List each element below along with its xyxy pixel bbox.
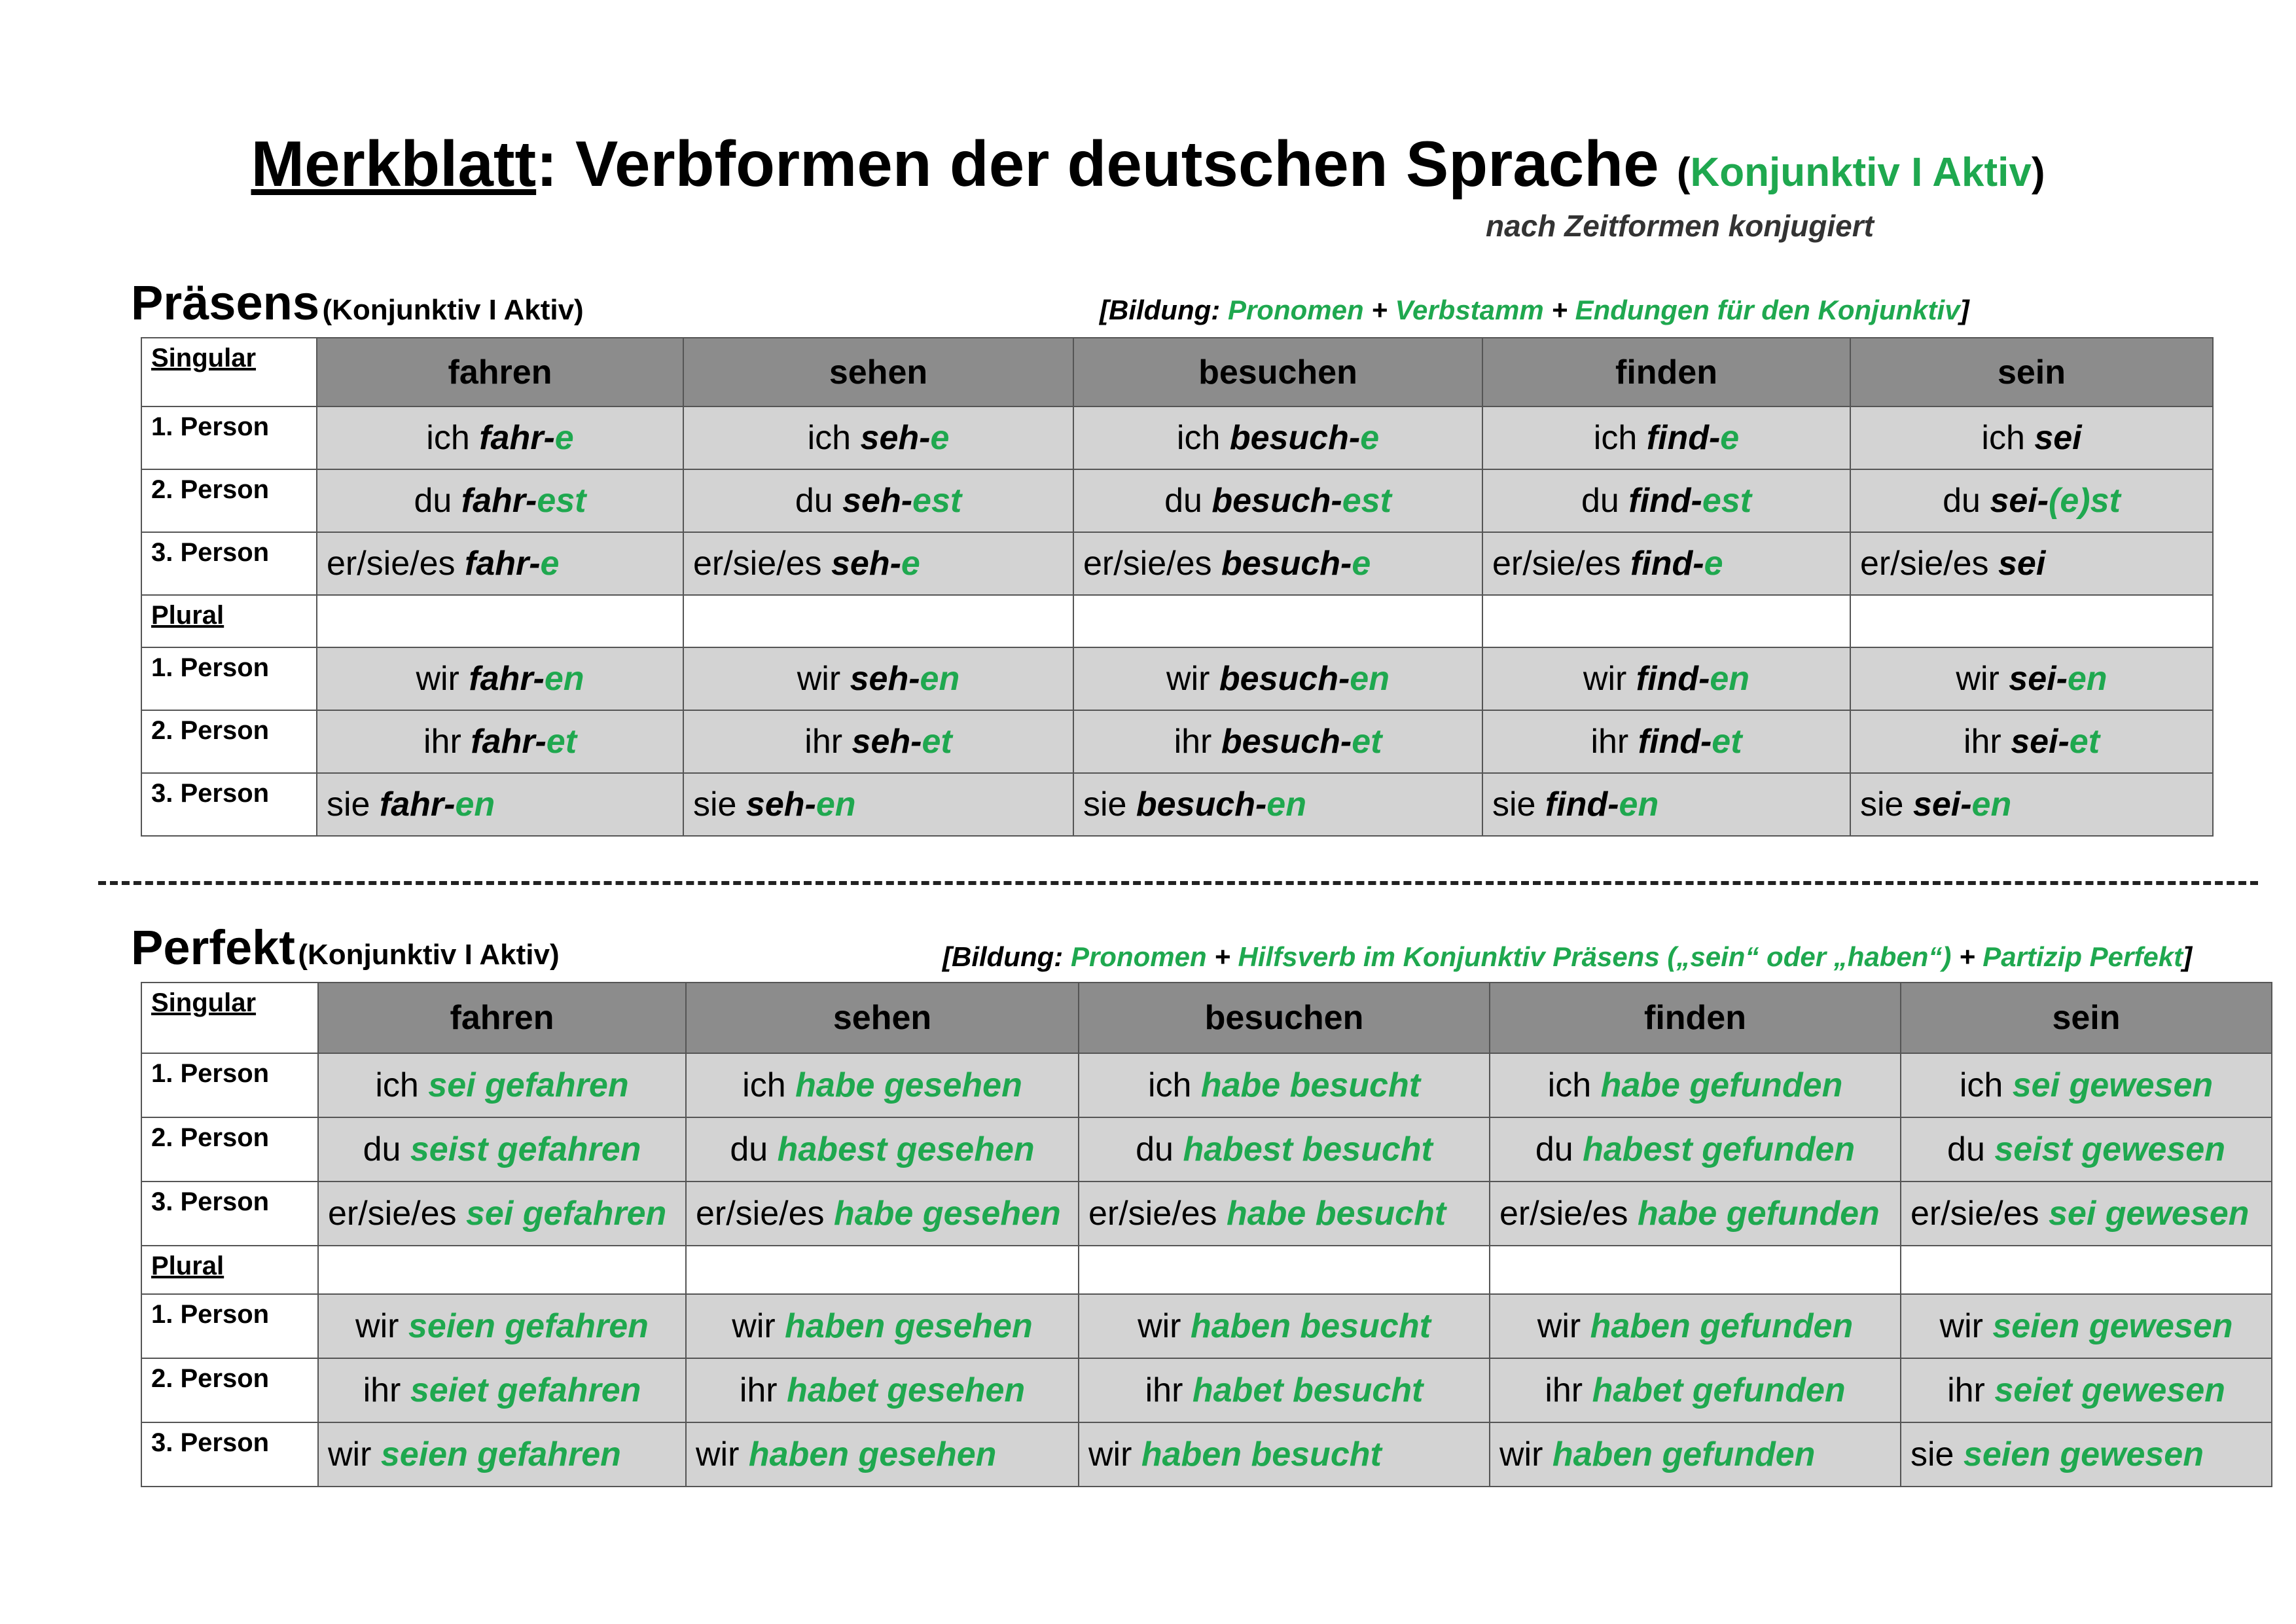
conjugation-cell [317,532,683,595]
pronoun: wir [1499,1435,1552,1473]
verb-stem: fahr- [379,785,456,823]
verb-ending: haben gesehen [748,1435,997,1473]
verb-header: fahren [318,983,686,1053]
pronoun: er/sie/es [1083,545,1221,583]
conjugation-cell [1901,1053,2272,1117]
conjugation-cell [318,1422,686,1487]
conjugation-cell [1482,406,1850,469]
pronoun: ich [1959,1066,2013,1104]
blank-cell [317,595,683,647]
bildung-open: [Bildung: [942,941,1071,972]
pronoun: er/sie/es [1910,1195,2049,1233]
verb-ending: habet gesehen [787,1371,1026,1409]
title-merkblatt: Merkblatt [251,128,537,200]
pronoun: du [363,1130,410,1168]
plural-label: Plural [141,1246,318,1294]
pronoun: er/sie/es [327,545,465,583]
verb-stem: seh- [831,545,901,583]
pronoun: wir [1166,660,1219,698]
verb-stem: seh- [745,785,816,823]
conjugation-table-praesens [141,337,2214,837]
blank-cell [1901,1246,2272,1294]
conjugation-cell [1079,1294,1490,1358]
verb-header: besuchen [1079,983,1490,1053]
bildung-perfekt [942,941,2192,973]
verb-ending: en [544,660,584,698]
verb-header: fahren [317,338,683,406]
conjugation-table-perfekt [141,982,2272,1487]
perfekt-title: Perfekt [131,920,295,975]
verb-ending: sei gewesen [2048,1195,2250,1233]
verb-ending: habet besucht [1192,1371,1424,1409]
bildung-plus: + [1206,941,1238,972]
pronoun: sie [1860,785,1913,823]
verb-stem: besuch- [1219,660,1350,698]
blank-cell [318,1246,686,1294]
conjugation-cell [1079,1358,1490,1422]
conjugation-cell [317,406,683,469]
verb-header: finden [1482,338,1850,406]
conjugation-cell [1490,1053,1901,1117]
conjugation-cell [1482,773,1850,836]
conjugation-cell [1482,469,1850,532]
pronoun: er/sie/es [693,545,831,583]
pronoun: er/sie/es [696,1195,834,1233]
conjugation-cell [686,1053,1079,1117]
verb-ending: e [1704,545,1723,583]
pronoun: wir [1956,660,2009,698]
verb-stem: seh- [852,723,922,761]
pronoun: wir [355,1307,408,1345]
pronoun: ich [375,1066,429,1104]
verb-header: sehen [686,983,1079,1053]
person-label: 2. Person [141,469,317,532]
verb-stem: besuch- [1211,482,1342,520]
verb-ending: seiet gewesen [1994,1371,2225,1409]
table-row [141,1053,2272,1117]
bildung-part-2: Hilfsverb im Konjunktiv Präsens („sein“ oder „haben“) [1238,941,1952,972]
verb-ending: habe besucht [1226,1195,1446,1233]
verb-ending: habe gefunden [1637,1195,1880,1233]
verb-ending: sei gefahren [465,1195,667,1233]
table-row [141,1117,2272,1182]
verb-ending: seien gefahren [380,1435,621,1473]
verb-ending: sei gewesen [2012,1066,2214,1104]
pronoun: ihr [739,1371,787,1409]
verb-ending: habest besucht [1183,1130,1433,1168]
pronoun: ihr [804,723,852,761]
verb-ending: est [1342,482,1391,520]
pronoun: ich [1593,419,1647,457]
pronoun: sie [1910,1435,1964,1473]
conjugation-cell [683,469,1073,532]
verb-ending: e [540,545,560,583]
pronoun: er/sie/es [1860,545,1998,583]
section-heading-perfekt [131,920,560,975]
conjugation-cell [686,1294,1079,1358]
bildung-close: ] [2183,941,2193,972]
verb-stem: sei- [2011,723,2070,761]
verb-ending: et [2069,723,2100,761]
verb-ending: est [912,482,962,520]
conjugation-cell [1079,1117,1490,1182]
title-main: : Verbformen der deutschen Sprache [536,128,1677,200]
table-row [141,532,2213,595]
conjugation-cell [1901,1182,2272,1246]
verb-stem: sei [2034,419,2082,457]
verb-stem: besuch- [1229,419,1361,457]
conjugation-cell [683,406,1073,469]
verb-ending: habe gesehen [833,1195,1061,1233]
verb-stem: sei [1998,545,2046,583]
conjugation-cell [683,710,1073,773]
verb-stem: besuch- [1221,723,1352,761]
table-row [141,1182,2272,1246]
verb-ending: et [1352,723,1382,761]
header-row [141,983,2272,1053]
pronoun: wir [797,660,850,698]
praesens-title: Präsens [131,276,319,330]
pronoun: ich [1547,1066,1601,1104]
verb-stem: besuch- [1136,785,1267,823]
verb-ending: est [537,482,586,520]
conjugation-cell [1073,532,1482,595]
person-label: 1. Person [141,647,317,710]
conjugation-cell [683,773,1073,836]
verb-ending: e [901,545,920,583]
conjugation-cell [1901,1117,2272,1182]
pronoun: sie [1492,785,1545,823]
conjugation-cell [1850,710,2213,773]
table-row [141,773,2213,836]
perfekt-subtitle: (Konjunktiv I Aktiv) [298,939,560,971]
conjugation-cell [1073,773,1482,836]
person-label: 3. Person [141,532,317,595]
verb-stem: find- [1638,723,1712,761]
pronoun: du [730,1130,778,1168]
verb-ending: en [1619,785,1659,823]
verb-ending: seist gewesen [1994,1130,2225,1168]
conjugation-cell [1482,532,1850,595]
plural-row [141,1246,2272,1294]
verb-stem: sei- [2009,660,2068,698]
pronoun: du [1164,482,1212,520]
bildung-part-1: Pronomen [1070,941,1207,972]
conjugation-cell [1850,532,2213,595]
conjugation-cell [686,1358,1079,1422]
pronoun: ihr [1590,723,1638,761]
verb-ending: et [546,723,577,761]
blank-cell [1079,1246,1490,1294]
pronoun: wir [732,1307,785,1345]
conjugation-cell [1079,1182,1490,1246]
verb-ending: habe gefunden [1600,1066,1843,1104]
conjugation-cell [686,1117,1079,1182]
person-label: 3. Person [141,773,317,836]
verb-ending: haben besucht [1190,1307,1431,1345]
conjugation-cell [686,1182,1079,1246]
table-row [141,1422,2272,1487]
pronoun: ich [426,419,480,457]
conjugation-cell [683,532,1073,595]
verb-stem: fahr- [464,545,541,583]
verb-stem: find- [1646,419,1721,457]
title-mode: Konjunktiv I Aktiv [1690,150,2032,195]
pronoun: wir [1088,1435,1141,1473]
conjugation-cell [317,647,683,710]
conjugation-cell [1073,647,1482,710]
pronoun: sie [1083,785,1136,823]
bildung-plus: + [1543,295,1575,325]
pronoun: sie [327,785,380,823]
conjugation-cell [318,1294,686,1358]
verb-header: sein [1850,338,2213,406]
person-label: 2. Person [141,1358,318,1422]
table-row [141,469,2213,532]
pronoun: du [795,482,843,520]
pronoun: wir [1583,660,1636,698]
blank-cell [1073,595,1482,647]
conjugation-cell [1073,406,1482,469]
blank-cell [683,595,1073,647]
bildung-close: ] [1960,295,1969,325]
pronoun: ihr [1174,723,1221,761]
title-paren-close: ) [2031,150,2045,195]
verb-ending: en [455,785,495,823]
verb-ending: haben gefunden [1590,1307,1854,1345]
conjugation-cell [1490,1117,1901,1182]
title-paren-open: ( [1676,150,1691,195]
verb-ending: seien gewesen [1963,1435,2204,1473]
pronoun: du [414,482,461,520]
verb-ending: e [1720,419,1740,457]
conjugation-cell [317,710,683,773]
table-row [141,406,2213,469]
plural-label: Plural [141,595,317,647]
verb-ending: en [816,785,856,823]
bildung-part-2: Verbstamm [1395,295,1544,325]
bildung-plus: + [1363,295,1395,325]
pronoun: ihr [1963,723,2011,761]
verb-ending: en [1350,660,1390,698]
pronoun: sie [693,785,746,823]
conjugation-cell [1073,710,1482,773]
verb-ending: haben gefunden [1552,1435,1816,1473]
singular-label: Singular [141,338,317,406]
conjugation-cell [318,1182,686,1246]
section-heading-praesens [131,275,584,331]
pronoun: ich [1981,419,2035,457]
verb-header: besuchen [1073,338,1482,406]
verb-ending: seiet gefahren [410,1371,641,1409]
pronoun: er/sie/es [328,1195,466,1233]
conjugation-cell [1482,647,1850,710]
verb-stem: sei- [1990,482,2049,520]
blank-cell [686,1246,1079,1294]
conjugation-cell [1079,1422,1490,1487]
verb-ending: habe gesehen [795,1066,1022,1104]
conjugation-cell [1490,1294,1901,1358]
bildung-open: [Bildung: [1100,295,1228,325]
verb-stem: fahr- [469,660,545,698]
verb-ending: e [554,419,574,457]
conjugation-cell [1490,1422,1901,1487]
verb-stem: find- [1628,482,1702,520]
conjugation-cell [1073,469,1482,532]
pronoun: ihr [1947,1371,1995,1409]
verb-ending: est [1702,482,1752,520]
conjugation-cell [317,773,683,836]
singular-label: Singular [141,983,318,1053]
person-label: 1. Person [141,406,317,469]
table-row [141,1358,2272,1422]
verb-ending: seien gewesen [1992,1307,2233,1345]
bildung-part-1: Pronomen [1227,295,1364,325]
conjugation-cell [1901,1422,2272,1487]
verb-stem: seh- [842,482,913,520]
verb-ending: e [1360,419,1380,457]
verb-ending: sei gefahren [428,1066,629,1104]
person-label: 2. Person [141,710,317,773]
conjugation-cell [1482,710,1850,773]
pronoun: du [1535,1130,1583,1168]
conjugation-cell [1850,469,2213,532]
bildung-plus: + [1951,941,1983,972]
verb-ending: et [922,723,952,761]
verb-stem: fahr- [461,482,537,520]
pronoun: wir [328,1435,381,1473]
section-separator [98,881,2258,885]
verb-ending: habest gesehen [777,1130,1035,1168]
verb-header: sein [1901,983,2272,1053]
person-label: 2. Person [141,1117,318,1182]
verb-ending: en [1710,660,1750,698]
pronoun: wir [1939,1307,1993,1345]
plural-row [141,595,2213,647]
person-label: 1. Person [141,1294,318,1358]
verb-stem: fahr- [471,723,547,761]
pronoun: ihr [1145,1371,1193,1409]
conjugation-cell [686,1422,1079,1487]
pronoun: wir [1537,1307,1590,1345]
pronoun: wir [416,660,469,698]
pronoun: ihr [1545,1371,1592,1409]
pronoun: du [1136,1130,1183,1168]
verb-stem: find- [1636,660,1710,698]
blank-cell [1482,595,1850,647]
conjugation-cell [1490,1182,1901,1246]
table-row [141,1294,2272,1358]
verb-ending: seien gefahren [408,1307,649,1345]
conjugation-cell [318,1358,686,1422]
verb-stem: find- [1630,545,1704,583]
verb-ending: en [1266,785,1306,823]
conjugation-cell [1079,1053,1490,1117]
pronoun: ich [1147,1066,1201,1104]
pronoun: ich [1176,419,1230,457]
verb-ending: e [1352,545,1371,583]
page-title [0,124,2296,212]
verb-ending: (e)st [2049,482,2121,520]
person-label: 3. Person [141,1182,318,1246]
verb-header: sehen [683,338,1073,406]
conjugation-cell [1901,1294,2272,1358]
pronoun: er/sie/es [1492,545,1630,583]
pronoun: du [1943,482,1990,520]
header-row [141,338,2213,406]
pronoun: ich [742,1066,796,1104]
verb-stem: seh- [850,660,920,698]
person-label: 1. Person [141,1053,318,1117]
pronoun: du [1581,482,1629,520]
blank-cell [1490,1246,1901,1294]
verb-ending: habest gefunden [1583,1130,1856,1168]
bildung-part-3: Endungen für den Konjunktiv [1575,295,1960,325]
pronoun: ihr [423,723,471,761]
verb-stem: fahr- [479,419,555,457]
verb-ending: et [1712,723,1742,761]
conjugation-cell [1901,1358,2272,1422]
pronoun: ihr [363,1371,410,1409]
verb-stem: find- [1545,785,1619,823]
bildung-part-3: Partizip Perfekt [1982,941,2183,972]
verb-stem: sei- [1912,785,1972,823]
verb-ending: e [930,419,950,457]
verb-stem: seh- [860,419,931,457]
pronoun: wir [1138,1307,1191,1345]
verb-ending: en [920,660,960,698]
verb-ending: seist gefahren [410,1130,641,1168]
verb-ending: habe besucht [1200,1066,1421,1104]
pronoun: er/sie/es [1499,1195,1638,1233]
verb-header: finden [1490,983,1901,1053]
verb-ending: en [2067,660,2108,698]
conjugation-cell [683,647,1073,710]
verb-ending: habet gefunden [1592,1371,1846,1409]
table-row [141,710,2213,773]
page-subtitle: nach Zeitformen konjugiert [1486,209,1874,243]
verb-stem: besuch- [1221,545,1352,583]
verb-ending: haben gesehen [785,1307,1033,1345]
conjugation-cell [318,1053,686,1117]
verb-ending: haben besucht [1141,1435,1382,1473]
conjugation-cell [1850,647,2213,710]
pronoun: er/sie/es [1088,1195,1227,1233]
person-label: 3. Person [141,1422,318,1487]
praesens-subtitle: (Konjunktiv I Aktiv) [322,294,584,326]
conjugation-cell [1490,1358,1901,1422]
pronoun: wir [696,1435,749,1473]
verb-ending: en [1971,785,2012,823]
conjugation-cell [1850,406,2213,469]
conjugation-cell [317,469,683,532]
conjugation-cell [318,1117,686,1182]
pronoun: du [1947,1130,1995,1168]
pronoun: ich [807,419,861,457]
bildung-praesens [1100,295,1969,326]
blank-cell [1850,595,2213,647]
table-row [141,647,2213,710]
conjugation-cell [1850,773,2213,836]
